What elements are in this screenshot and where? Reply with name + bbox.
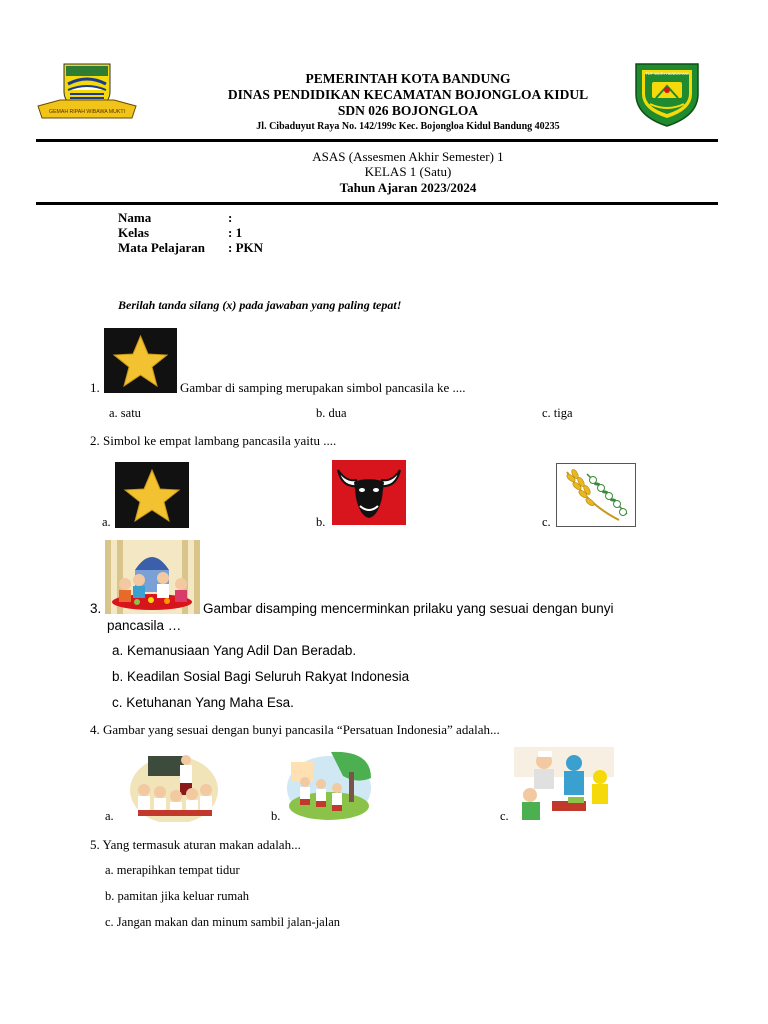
q4-option-a-classroom-image[interactable]: [130, 750, 218, 822]
question-1-number: 1.: [90, 380, 100, 395]
identity-name-row: [118, 210, 232, 226]
exam-year: Tahun Ajaran 2023/2024: [339, 180, 477, 195]
instruction: Berilah tanda silang (x) pada jawaban yang paling tepat!: [118, 298, 402, 312]
q5-option-c[interactable]: c. Jangan makan dan minum sambil jalan-jalan: [105, 915, 340, 929]
q4-option-c-praying-family-image[interactable]: [514, 747, 614, 823]
q2-option-c-rice-cotton-image[interactable]: [556, 463, 636, 527]
letterhead-department: DINAS PENDIDIKAN KECAMATAN BOJONGLOA KIDUL: [227, 87, 589, 102]
school-shield-logo: [630, 60, 704, 128]
q3-option-b[interactable]: b. Keadilan Sosial Bagi Seluruh Rakyat Indonesia: [112, 669, 410, 684]
logo-motto-text: GEMAH RIPAH WIBAWA MUKTI: [49, 109, 125, 115]
q5-option-a[interactable]: a. merapihkan tempat tidur: [105, 863, 240, 877]
q2-option-b-label[interactable]: b.: [316, 515, 326, 529]
q4-option-c-label[interactable]: c.: [500, 809, 509, 823]
q1-option-a[interactable]: a. satu: [109, 406, 141, 420]
identity-value: : 1: [228, 225, 243, 240]
q2-option-b-bull-image[interactable]: [332, 460, 406, 525]
q2-option-a-star-image[interactable]: [115, 462, 189, 528]
title-divider: [36, 202, 718, 205]
q2-option-c-label[interactable]: c.: [542, 515, 551, 529]
question-4-text: 4. Gambar yang sesuai dengan bunyi pancasila “Persatuan Indonesia” adalah...: [90, 722, 500, 737]
letterhead-divider: [36, 139, 718, 142]
q3-option-c[interactable]: c. Ketuhanan Yang Maha Esa.: [112, 695, 294, 710]
q5-option-b[interactable]: b. pamitan jika keluar rumah: [105, 889, 250, 903]
family-eating-together-image: [105, 540, 200, 614]
identity-subject-row: [118, 240, 263, 256]
question-1-text: Gambar di samping merupakan simbol pancasila ke ....: [180, 380, 466, 395]
identity-value: :: [228, 210, 233, 225]
q4-option-b-schoolyard-image[interactable]: [287, 748, 372, 820]
q4-option-a-label[interactable]: a.: [105, 809, 114, 823]
letterhead-government: PEMERINTAH KOTA BANDUNG: [305, 71, 511, 86]
bandung-city-logo: [36, 62, 138, 122]
question-3-number: 3.: [90, 601, 102, 616]
identity-label: Kelas: [118, 225, 150, 240]
identity-label: Nama: [118, 210, 152, 225]
question-2-text: 2. Simbol ke empat lambang pancasila yaitu ....: [90, 433, 337, 448]
question-3-text-line2: pancasila …: [107, 618, 182, 633]
exam-title: ASAS (Assesmen Akhir Semester) 1: [312, 149, 504, 164]
q4-option-b-label[interactable]: b.: [271, 809, 281, 823]
q2-option-a-label[interactable]: a.: [102, 515, 111, 529]
identity-value: : PKN: [228, 240, 264, 255]
identity-label: Mata Pelajaran: [118, 240, 206, 255]
letterhead-address: Jl. Cibaduyut Raya No. 142/199c Kec. Bojongloa Kidul Bandung 40235: [256, 121, 560, 132]
question-5-text: 5. Yang termasuk aturan makan adalah...: [90, 837, 301, 852]
star-symbol-image: [104, 328, 177, 393]
letterhead-school: SDN 026 BOJONGLOA: [337, 103, 479, 118]
question-3-text-line1: Gambar disamping mencerminkan prilaku yang sesuai dengan bunyi: [203, 601, 614, 616]
q1-option-b[interactable]: b. dua: [316, 406, 347, 420]
q1-option-c[interactable]: c. tiga: [542, 406, 573, 420]
shield-logo-text: TUT WURI HANDAYANI: [645, 71, 689, 76]
q3-option-a[interactable]: a. Kemanusiaan Yang Adil Dan Beradab.: [112, 643, 357, 658]
identity-class-row: [118, 225, 242, 241]
exam-class: KELAS 1 (Satu): [364, 164, 452, 179]
